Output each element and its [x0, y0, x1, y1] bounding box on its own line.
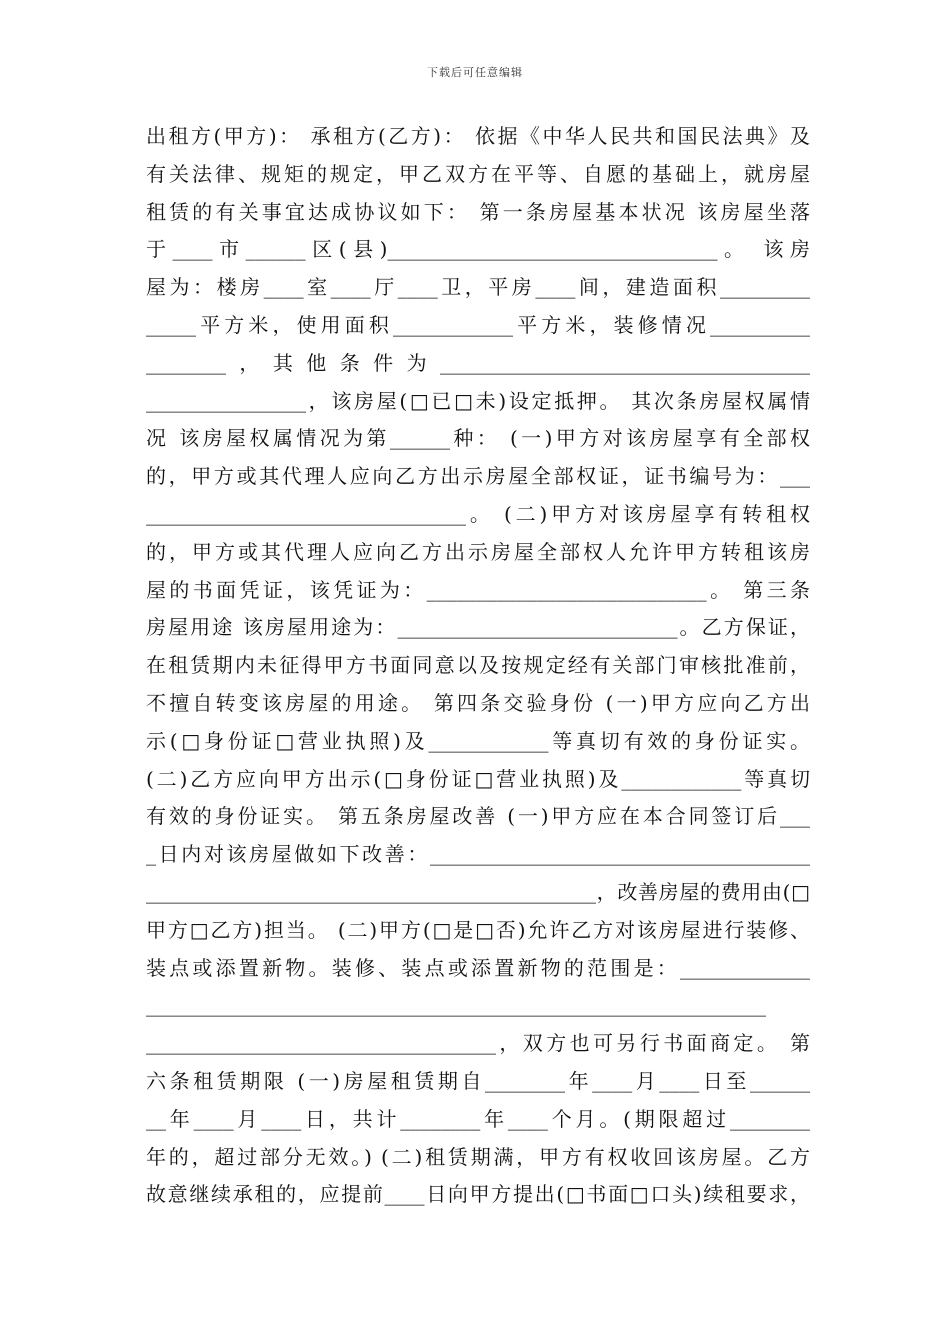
body-line: ________________，该房屋(□已□未)设定抵押。 其次条房屋权属情	[146, 388, 810, 413]
body-line: 况 该房屋权属情况为第______种： (一)甲方对该房屋享有全部权	[146, 426, 810, 451]
body-line: _____平方米，使用面积____________平方米，装修情况__________	[146, 312, 810, 337]
body-line: 六条租赁期限 (一)房屋租赁期自________年____月____日至______	[146, 1068, 810, 1093]
body-line: 有效的身份证实。 第五条房屋改善 (一)甲方应在本合同签订后___	[146, 804, 810, 829]
contract-body	[146, 118, 810, 1214]
body-line: 不擅自转变该房屋的用途。 第四条交验身份 (一)甲方应向乙方出	[146, 690, 810, 715]
body-line: ______________________________________________________________	[146, 993, 766, 1018]
body-line: 在租赁期内未征得甲方书面同意以及按规定经有关部门审核批准前，	[146, 653, 810, 678]
body-line: ________________________________。 (二)甲方对该房屋享有转租权	[146, 501, 810, 526]
body-line: 屋为：楼房____室____厅____卫，平房____间，建造面积_________	[146, 275, 810, 300]
body-line: 房屋用途 该房屋用途为：____________________________。乙方保证，	[146, 615, 810, 640]
body-line: __年____月____日，共计________年____个月。(期限超过________	[146, 1106, 810, 1131]
body-line: 示(□身份证□营业执照)及____________等真切有效的身份证实。	[146, 728, 810, 753]
body-line: 甲方□乙方)担当。 (二)甲方(□是□否)允许乙方对该房屋进行装修、	[146, 917, 810, 942]
body-line: (二)乙方应向甲方出示(□身份证□营业执照)及____________等真切	[146, 766, 810, 791]
body-line: 于____市______区(县)_________________________________。 该房	[146, 237, 810, 262]
body-line: 的，甲方或其代理人应向乙方出示房屋全部权人允许甲方转租该房	[146, 539, 810, 564]
body-line: 租赁的有关事宜达成协议如下： 第一条房屋基本状况 该房屋坐落	[146, 199, 810, 224]
body-line: 出租方(甲方)： 承租方(乙方)： 依据《中华人民共和国民法典》及	[146, 124, 810, 148]
body-line: 的，甲方或其代理人应向乙方出示房屋全部权证，证书编号为：___	[146, 464, 810, 489]
body-line: ___________________________________，双方也可另行书面商定。 第	[146, 1031, 810, 1056]
page-header: 下载后可任意编辑	[427, 66, 523, 79]
body-line: 装点或添置新物。装修、装点或添置新物的范围是：_____________	[146, 955, 810, 980]
body-line: 故意继续承租的，应提前____日向甲方提出(□书面□口头)续租要求，	[146, 1182, 810, 1207]
body-line: 年的，超过部分无效。) (二)租赁期满，甲方有权收回该房屋。乙方	[146, 1144, 810, 1169]
body-line: ________，其他条件为_____________________________________	[146, 350, 810, 375]
body-line: 屋的书面凭证，该凭证为：____________________________。 第三条	[146, 577, 810, 602]
body-line: _____________________________________________，改善房屋的费用由(□	[146, 879, 810, 904]
body-line: _日内对该房屋做如下改善：______________________________________	[146, 842, 810, 867]
body-line: 有关法律、规矩的规定，甲乙双方在平等、自愿的基础上，就房屋	[146, 161, 810, 186]
